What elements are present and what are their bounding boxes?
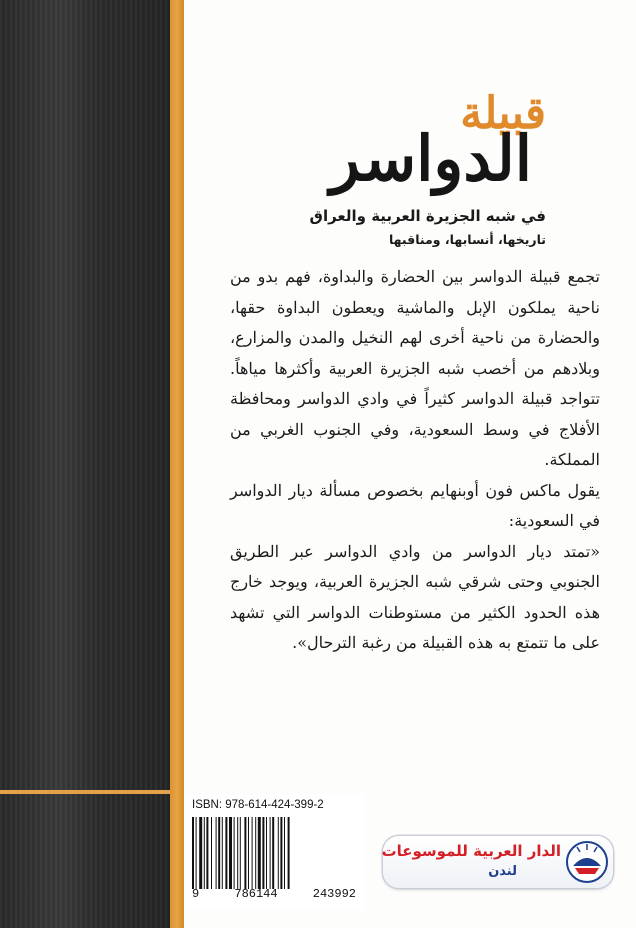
publisher-name: الدار العربية للموسوعات (381, 842, 561, 860)
blurb-paragraph-1: تجمع قبيلة الدواسر بين الحضارة والبداوة، فهم بدو من ناحية يملكون الإبل والماشية ويعطون البداوة حقها، والحضارة من ناحية أخرى لهم النخيل والمدن والمزارع، وبلادهم من أخصب شبه الجزيرة العربية وأكثرها مياهاً. تتواجد قبيلة الدواسر كثيراً في وادي الدواسر ومحافظة الأفلاج في وسط السعودية، وفي الجنوب الغربي من المملكة. (230, 267, 600, 469)
book-title-block (286, 88, 546, 262)
barcode-digit-group: 786144 (234, 887, 278, 901)
spine-gold-band (170, 0, 184, 928)
subtitle-topics: تاريخها، أنسابها، ومناقبها (388, 232, 546, 247)
barcode-area (184, 795, 364, 909)
publisher-city: لندن (488, 864, 517, 879)
back-cover-dark-panel (0, 0, 170, 928)
spine-accent-line (0, 790, 170, 794)
publisher-logo-icon (565, 840, 609, 884)
publisher-badge (383, 836, 613, 888)
barcode-icon (192, 817, 356, 889)
barcode-digit-group: 9 (192, 887, 200, 901)
blurb-text (230, 262, 600, 659)
isbn-label: ISBN: 978-614-424-399-2 (192, 799, 324, 811)
blurb-paragraph-2: يقول ماكس فون أوبنهايم بخصوص مسألة ديار الدواسر في السعودية: (230, 480, 600, 530)
barcode-digit-group: 243992 (312, 887, 356, 901)
blurb-quote: «تمتد ديار الدواسر من وادي الدواسر عبر الطريق الجنوبي وحتى شرقي شبه الجزيرة العربية، ويوجد خارج هذه الحدود الكثير من مستوطنات الدواسر التي تشهد على ما تتمتع به هذه القبيلة من رغبة الترحال». (230, 541, 600, 652)
title-main-word: الدواسر (330, 122, 532, 195)
title-top-word: قبيلة (460, 88, 546, 139)
subtitle-region: في شبه الجزيرة العربية والعراق (309, 207, 546, 225)
barcode-digits (192, 887, 356, 901)
